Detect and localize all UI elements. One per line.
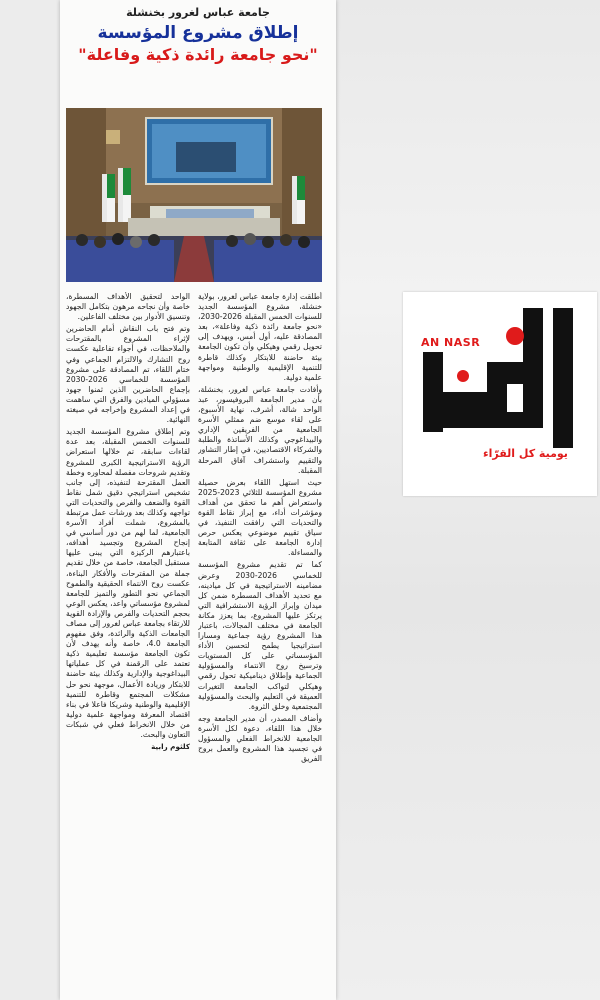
paragraph: وتم فتح باب النقاش أمام الحاضرين لإثراء المشروع بالمقترحات والملاحظات، في أجواء تفاعلية عكست روح التشارك والالتزام الجماعي وفي ختام اللقاء، تم المصادقة على مشروع المؤسسة للخماسي 2026-2030 بإجماع الحاضرين الذين ثمنوا جهود مسؤولي الميادين والفرق التي ساهمت في إعداد المشروع وإخراجه في صيغته النهائية.	[66, 324, 190, 425]
paragraph: وأضاف المصدر، أن مدير الجامعة وجه خلال هذا اللقاء، دعوة لكل الأسرة الجامعية للانخراط الفعلي والمسؤول في تجسيد هذا المشروع والعمل بروح الفريق	[198, 713, 322, 764]
logo-tagline: يومية كل القرّاء	[483, 447, 568, 460]
blurred-background	[336, 0, 600, 1000]
article-headline: إطلاق مشروع المؤسسة	[97, 23, 299, 43]
logo-latin-text: AN NASR	[421, 336, 481, 349]
conference-hall-image	[66, 108, 322, 282]
article-signature: كلثوم رابية	[151, 742, 190, 752]
paragraph: الواحد لتحقيق الأهداف المسطرة، خاصة وأن نجاحه مرهون بتكامل الجهود وتنسيق الأدوار بين مختلف الفاعلين.	[66, 292, 190, 322]
paragraph: وأفادت جامعة عباس لغرور، بخنشلة، بأن مدير الجامعة البروفيسور، عبد الواحد شالة، أشرف، نهاية الأسبوع، على لقاء موسع ضم ممثلي الأسرة الجامعية من الفريقين الإداري والبيداغوجي وكذلك الأساتذة والطلبة والشركاء الاقتصاديين، في إطار التشاور والتقييم واستشراف آفاق المرحلة المقبلة.	[198, 384, 322, 475]
article-body	[66, 292, 322, 992]
an-nasr-logo	[403, 292, 597, 496]
article-photo	[66, 108, 322, 282]
article-column-right	[198, 292, 322, 992]
an-nasr-logo-mark	[403, 292, 597, 496]
article-subheadline: "نحو جامعة رائدة ذكية وفاعلة"	[78, 45, 318, 64]
paragraph: كما تم تقديم مشروع المؤسسة للخماسي 2026-2030 وعرض مضامينه الاستراتيجية في كل ميادينه، مع تحديد الأهداف المسطرة ضمن كل ميدان وإبراز الرؤية الاستشرافية التي يرتكز عليها المشروع، بما يعزز مكانة الجامعة في مختلف المجالات، باعتبار هذا المشروع رؤية جماعية ومسارا استراتيجيا يطمح لتحسين الأداء المؤسساتي على كل المستويات وترسيخ روح الانتماء والمسؤولية الجماعية وإطلاق ديناميكية تحول رقمي وهيكلي لتواكب الجامعة التغيرات العميقة في التعليم والبحث والمسؤولية المجتمعية وخلق الثروة.	[198, 560, 322, 711]
paragraph: أطلقت إدارة جامعة عباس لغرور، بولاية خنشلة، مشروع المؤسسة الجديد للسنوات الخمس المقبلة 2026-2030، «نحو جامعة رائدة ذكية وفاعلة»، بعد المصادقة عليه، أول أمس، ويهدف إلى تحويل رقمي وهيكلي وأن تكون الجامعة بيئة حاضنة للابتكار وكذلك قاطرة للتنمية الإقليمية والوطنية ومواجهة علمية دولية.	[198, 292, 322, 382]
paragraph: حيث استهل اللقاء بعرض حصيلة مشروع المؤسسة للثلاثي 2023-2025 واستعراض أهم ما تحقق من أهداف ومؤشرات أداء، مع إبراز نقاط القوة والتحديات التي رافقت التنفيذ، في سياق تقييم موضوعي يعكس حرص إدارة الجامعة على ثقافة المتابعة والمساءلة.	[198, 477, 322, 558]
article-kicker: جامعة عباس لغرور بخنشلة	[126, 6, 270, 19]
article-column-left	[66, 292, 190, 992]
paragraph: وتم إطلاق مشروع المؤسسة الجديد للسنوات الخمس المقبلة، بعد عدة لقاءات سابقة، تم خلالها استعراض الرؤية الاستراتيجية الكبرى للمشروع وتقديم شروحات مفصلة لمحاوره وخطة العمل المقترحة لتنفيذه، إلى جانب تشخيص استراتيجي دقيق شمل نقاط القوة والضعف والفرص والتحديات التي تواجهه وكذلك بعد ورشات عمل مرتبطة بالمشروع، شملت أفراد الأسرة الجامعية، لما لهم من دور أساسي في إنجاح المشروع وتجسيد أهدافه، باعتبارهم الركيزة التي يبنى عليها مستقبل الجامعة، خاصة من خلال تقديم جملة من المقترحات والأفكار البناءة، عكست روح الانتماء الحقيقية والطموح الجماعي نحو التطور والتميز للجامعة لمشروع مؤسساتي واعد، يعكس الوعي بحجم التحديات والفرص والإرادة القوية للارتقاء بجامعة عباس لغرور إلى مصاف الجامعات الذكية والرائدة، وفق مفهوم الجامعة 4.0، خاصة وأنه يهدف لأن تكون الجامعة مؤسسة تعليمية ذكية تعتمد على الرقمنة في كل عملياتها البيداغوجية والإدارية وكذلك بيئة حاضنة للابتكار وريادة الأعمال، موجهة نحو حل مشكلات المجتمع وقاطرة للتنمية الإقليمية والوطنية وشريكا فاعلا في بناء اقتصاد المعرفة ومواجهة علمية دولية من خلال الانخراط فعلي في شبكات التعاون والبحث.	[66, 427, 190, 740]
